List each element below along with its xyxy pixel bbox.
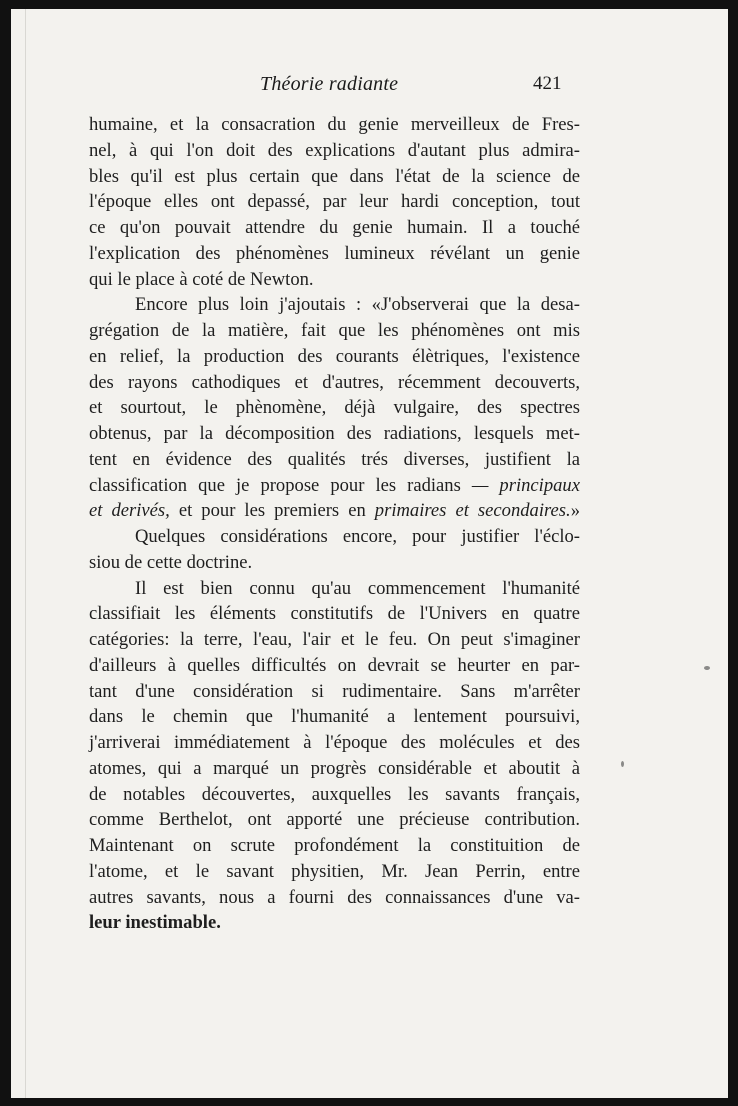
text-line: de notables découvertes, auxquelles les savants français, xyxy=(89,783,580,805)
text-line: siou de cette doctrine. xyxy=(89,551,253,573)
text-line: comme Berthelot, ont apporté une précieuse contribution. xyxy=(89,809,580,831)
italic-segment: — principaux xyxy=(471,474,580,496)
text-segment: classification que je propose pour les radians xyxy=(89,474,461,496)
text-line: et sourtout, le phènomène, déjà vulgaire, des spectres xyxy=(89,397,580,419)
text-line: dans le chemin que l'humanité a lentement poursuivi, xyxy=(89,706,580,728)
text-line: j'arriverai immédiatement à l'époque des molécules et des xyxy=(89,732,580,753)
body-text xyxy=(89,112,580,936)
text-line xyxy=(89,498,580,524)
text-line: tant d'une considération si rudimentaire. Sans m'arrêter xyxy=(89,680,580,702)
italic-segment: primaires et secondaires. xyxy=(374,500,571,522)
book-page xyxy=(11,9,728,1098)
italic-segment: et derivés, xyxy=(89,500,170,522)
text-line: autres savants, nous a fourni des connaissances d'une va- xyxy=(89,886,580,908)
text-line: l'époque elles ont depassé, par leur hardi conception, tout xyxy=(89,191,580,213)
text-line: classifiait les éléments constitutifs de l'Univers en quatre xyxy=(89,603,580,625)
text-line: Maintenant on scrute profondément la constituition de xyxy=(89,835,580,856)
text-line: d'ailleurs à quelles difficultés on devrait se heurter en par- xyxy=(89,654,580,676)
text-line: en relief, la production des courants élètriques, l'existence xyxy=(89,345,580,367)
text-line: des rayons cathodiques et d'autres, récemment decouverts, xyxy=(89,371,580,393)
text-line: tent en évidence des qualités trés diverses, justifient la xyxy=(89,448,580,470)
text-segment: et pour les premiers en xyxy=(169,500,375,522)
text-line: nel, à qui l'on doit des explications d'autant plus admira- xyxy=(89,139,580,161)
scan-speck xyxy=(621,761,624,767)
text-line: Quelques considérations encore, pour justifier l'éclo- xyxy=(135,526,580,547)
text-line: humaine, et la consacration du genie merveilleux de Fres- xyxy=(89,114,580,135)
text-line: qui le place à coté de Newton. xyxy=(89,268,314,290)
text-line: leur inestimable. xyxy=(89,912,221,934)
text-line: catégories: la terre, l'eau, l'air et le feu. On peut s'imaginer xyxy=(89,629,580,650)
text-segment: » xyxy=(570,500,580,522)
text-line: bles qu'il est plus certain que dans l'état de la science de xyxy=(89,165,580,187)
text-line: Il est bien connu qu'au commencement l'humanité xyxy=(135,577,580,599)
text-line: Encore plus loin j'ajoutais : «J'observerai que la desa- xyxy=(135,294,580,316)
text-line: atomes, qui a marqué un progrès considérable et aboutit à xyxy=(89,757,580,779)
page-edge-shadow xyxy=(25,9,26,1098)
text-line: l'explication des phénomènes lumineux révélant un genie xyxy=(89,242,580,264)
text-line: ce qu'on pouvait attendre du genie humain. Il a touché xyxy=(89,217,580,238)
text-line: obtenus, par la décomposition des radiations, lesquels met- xyxy=(89,423,580,444)
scan-speck xyxy=(704,666,710,670)
running-title: Théorie radiante xyxy=(260,73,399,95)
text-line: grégation de la matière, fait que les phénomènes ont mis xyxy=(89,320,580,341)
text-line: l'atome, et le savant physitien, Mr. Jean Perrin, entre xyxy=(89,860,580,882)
page-number: 421 xyxy=(533,73,562,94)
running-head xyxy=(11,69,728,99)
text-line xyxy=(89,473,580,499)
